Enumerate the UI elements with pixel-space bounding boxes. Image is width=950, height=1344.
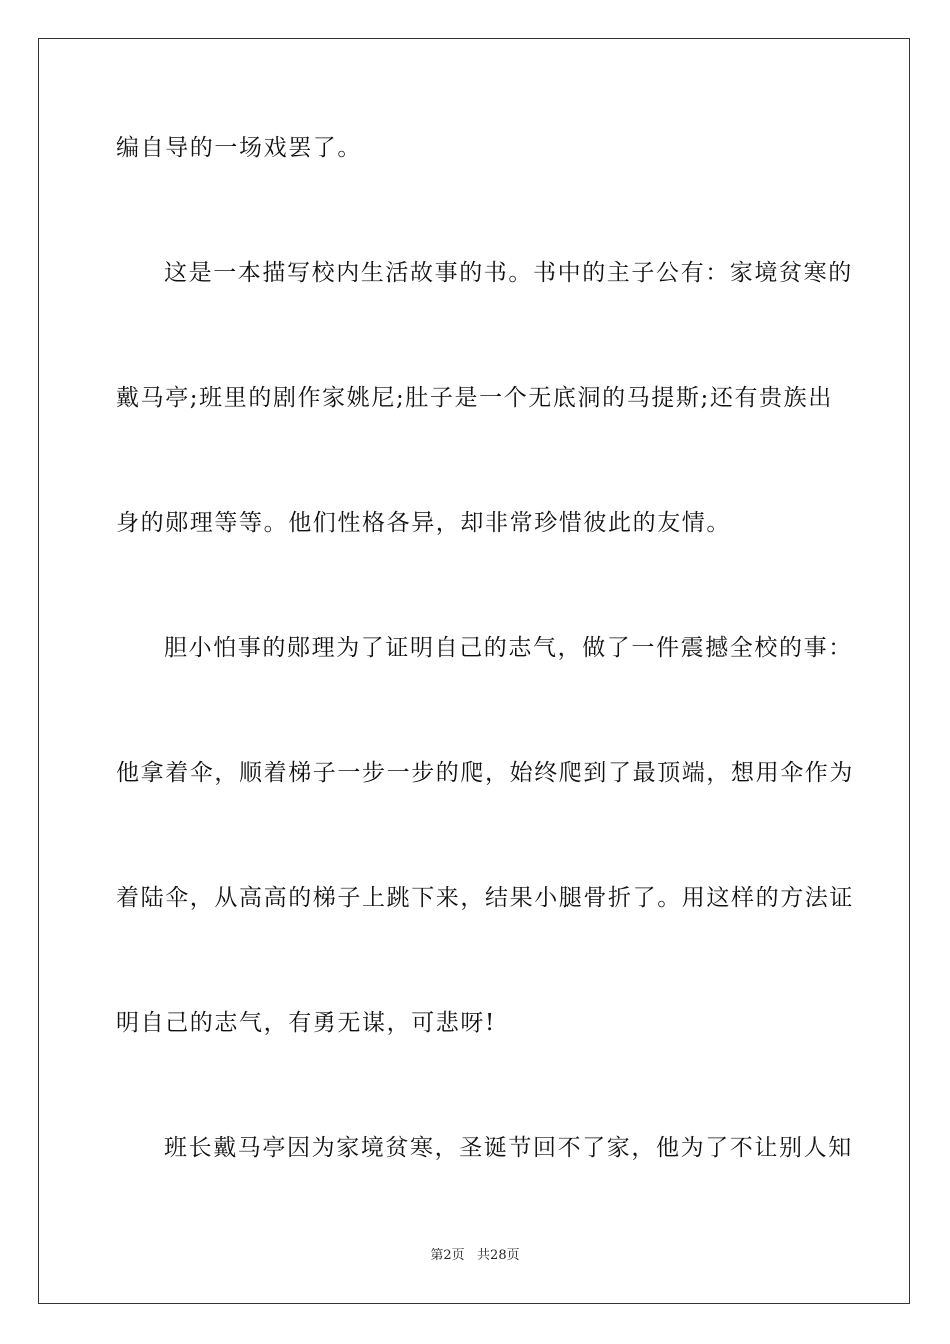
page-number-footer: 第2页 共28页 — [430, 1248, 520, 1263]
paragraph-start-line-2: 这是一本描写校内生活故事的书。书中的主子公有：家境贫寒的 — [164, 260, 853, 286]
text-line-1: 编自导的一场戏罢了。 — [116, 135, 362, 161]
text-line-4: 身的郧理等等。他们性格各异，却非常珍惜彼此的友情。 — [116, 510, 731, 536]
text-line-8: 明自己的志气，有勇无谋，可悲呀! — [116, 1010, 496, 1036]
text-line-6: 他拿着伞，顺着梯子一步一步的爬，始终爬到了最顶端，想用伞作为 — [116, 760, 854, 786]
paragraph-start-line-9: 班长戴马亭因为家境贫寒，圣诞节回不了家，他为了不让别人知 — [164, 1135, 853, 1161]
text-line-7: 着陆伞，从高高的梯子上跳下来，结果小腿骨折了。用这样的方法证 — [116, 885, 854, 911]
paragraph-start-line-5: 胆小怕事的郧理为了证明自己的志气，做了一件震撼全校的事： — [164, 635, 853, 661]
page-border — [38, 38, 910, 1304]
text-line-3: 戴马亭;班里的剧作家姚尼;肚子是一个无底洞的马提斯;还有贵族出 — [116, 385, 833, 411]
